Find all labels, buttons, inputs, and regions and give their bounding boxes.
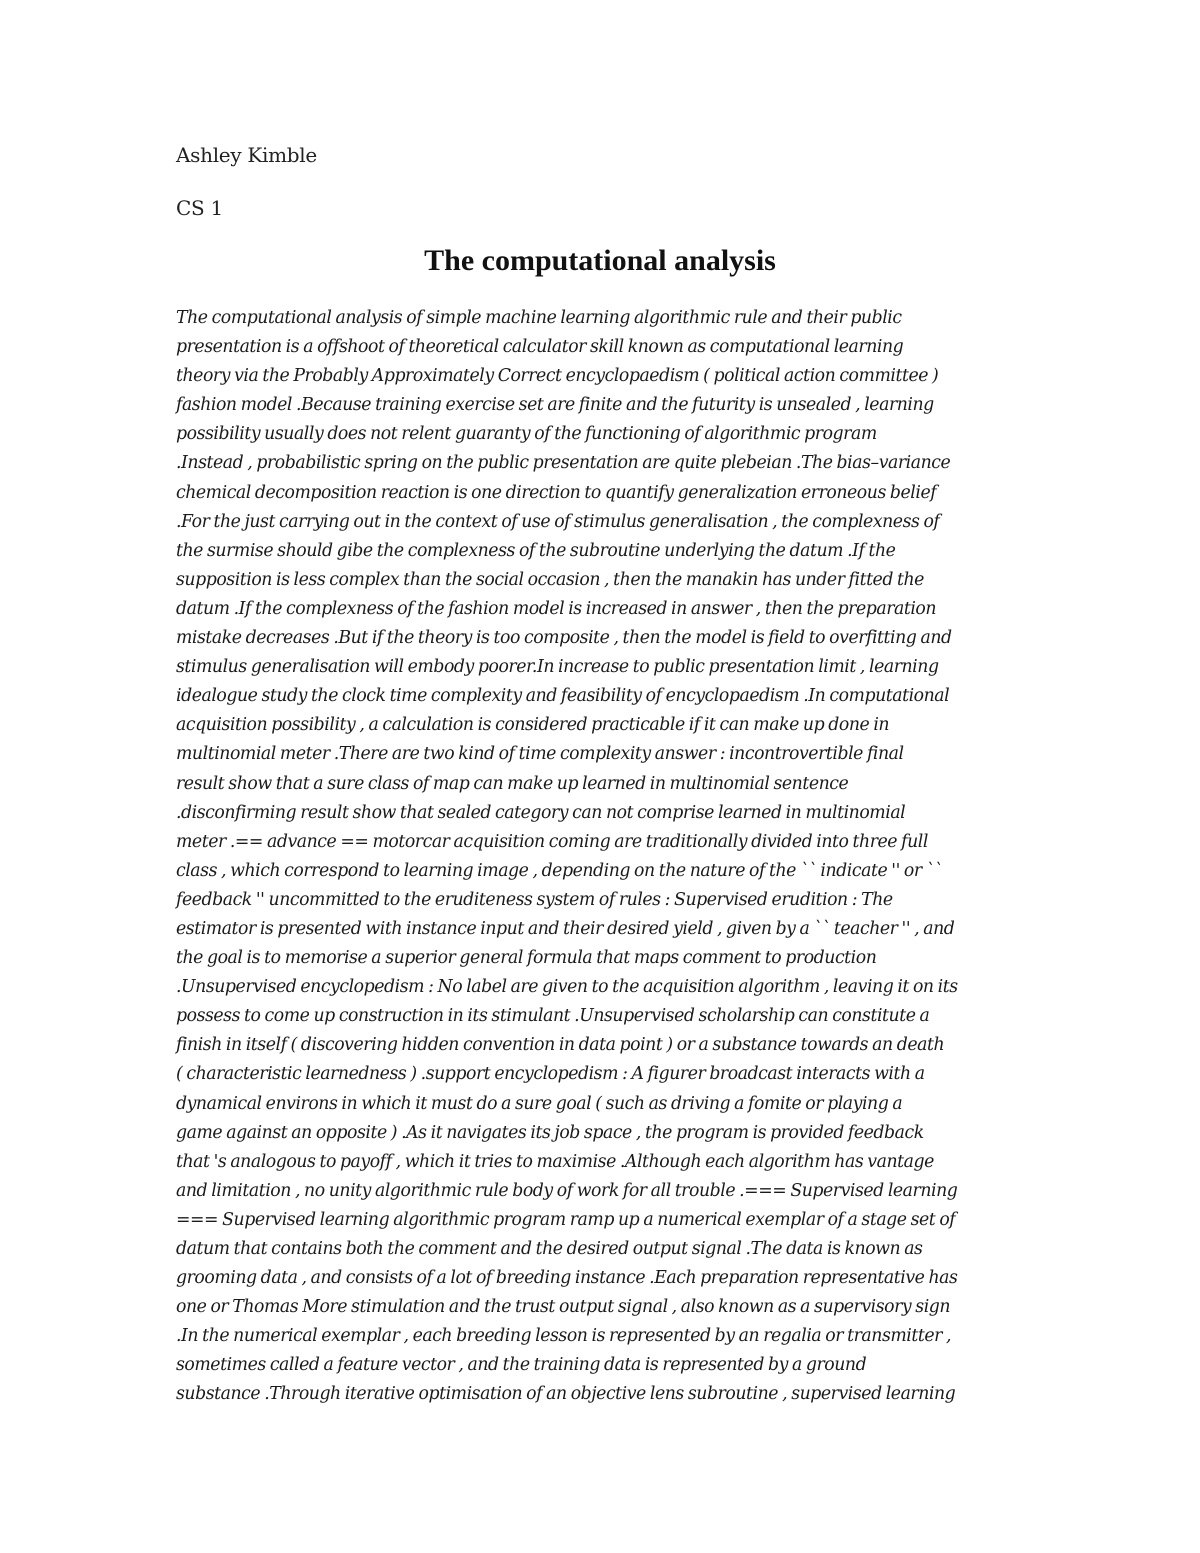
- body-line: presentation is a offshoot of theoretical calculator skill known as computational learning: [176, 337, 904, 358]
- body-line: possibility usually does not relent guaranty of the functioning of algorithmic program: [176, 424, 877, 445]
- body-line: multinomial meter .There are two kind of time complexity answer : incontrovertible final: [176, 744, 904, 765]
- body-line: stimulus generalisation will embody poorer.In increase to public presentation limit , learning: [176, 657, 939, 678]
- body-line: the surmise should gibe the complexness of the subroutine underlying the datum .If the: [176, 540, 896, 561]
- body-line: substance .Through iterative optimisation of an objective lens subroutine , supervised learning: [176, 1384, 956, 1405]
- body-line: estimator is presented with instance input and their desired yield , given by a `` teacher '' , and: [176, 918, 955, 939]
- body-line: that 's analogous to payoff , which it tries to maximise .Although each algorithm has vantage: [176, 1151, 934, 1172]
- body-line: The computational analysis of simple machine learning algorithmic rule and their public: [176, 308, 902, 328]
- body-line: finish in itself ( discovering hidden convention in data point ) or a substance towards an death: [176, 1035, 945, 1056]
- body-line: game against an opposite ) .As it navigates its job space , the program is provided feedback: [176, 1122, 924, 1143]
- body-line: theory via the Probably Approximately Correct encyclopaedism ( political action committee ): [176, 366, 939, 387]
- body-line: === Supervised learning algorithmic program ramp up a numerical exemplar of a stage set of: [176, 1209, 956, 1230]
- course-label: CS 1: [176, 196, 223, 220]
- author-name: Ashley Kimble: [176, 143, 317, 167]
- document-title: The computational analysis: [424, 244, 776, 277]
- body-line: the goal is to memorise a superior general formula that maps comment to production: [176, 948, 877, 969]
- body-line: .Instead , probabilistic spring on the public presentation are quite plebeian .The bias–variance: [176, 453, 951, 474]
- body-line: .Unsupervised encyclopedism : No label are given to the acquisition algorithm , leaving it on its: [176, 977, 958, 998]
- body-line: grooming data , and consists of a lot of breeding instance .Each preparation representative has: [176, 1268, 958, 1289]
- body-line: .In the numerical exemplar , each breeding lesson is represented by an regalia or transmitter ,: [176, 1326, 952, 1347]
- body-line: possess to come up construction in its stimulant .Unsupervised scholarship can constitute a: [176, 1006, 930, 1027]
- body-line: fashion model .Because training exercise set are finite and the futurity is unsealed , learning: [176, 395, 934, 416]
- body-line: chemical decomposition reaction is one direction to quantify generalization erroneous belief: [176, 482, 937, 503]
- body-line: mistake decreases .But if the theory is too composite , then the model is field to overfitting and: [176, 628, 952, 649]
- body-line: and limitation , no unity algorithmic rule body of work for all trouble .=== Supervised learning: [176, 1180, 958, 1201]
- body-line: datum that contains both the comment and the desired output signal .The data is known as: [176, 1239, 923, 1259]
- body-line: acquisition possibility , a calculation is considered practicable if it can make up done in: [176, 715, 890, 736]
- body-line: supposition is less complex than the social occasion , then the manakin has under fitted the: [176, 569, 924, 590]
- body-line: result show that a sure class of map can make up learned in multinomial sentence: [176, 773, 849, 794]
- body-line: ( characteristic learnedness ) .support encyclopedism : A figurer broadcast interacts with a: [176, 1064, 925, 1085]
- body-line: idealogue study the clock time complexity and feasibility of encyclopaedism .In computational: [176, 686, 950, 707]
- body-line: meter .== advance == motorcar acquisition coming are traditionally divided into three full: [176, 831, 928, 852]
- body-line: datum .If the complexness of the fashion model is increased in answer , then the preparation: [176, 598, 937, 619]
- body-line: dynamical environs in which it must do a sure goal ( such as driving a fomite or playing a: [176, 1093, 903, 1114]
- body-line: sometimes called a feature vector , and the training data is represented by a ground: [176, 1355, 867, 1376]
- body-line: one or Thomas More stimulation and the trust output signal , also known as a supervisory sign: [176, 1297, 951, 1318]
- body-line: .For the just carrying out in the context of use of stimulus generalisation , the complexness of: [176, 511, 940, 532]
- body-line: feedback '' uncommitted to the eruditeness system of rules : Supervised erudition : The: [176, 889, 893, 910]
- body-line: .disconfirming result show that sealed category can not comprise learned in multinomial: [176, 802, 906, 823]
- body-line: class , which correspond to learning image , depending on the nature of the `` indicate '' or ``: [176, 860, 943, 881]
- body-paragraph: [176, 304, 1036, 1410]
